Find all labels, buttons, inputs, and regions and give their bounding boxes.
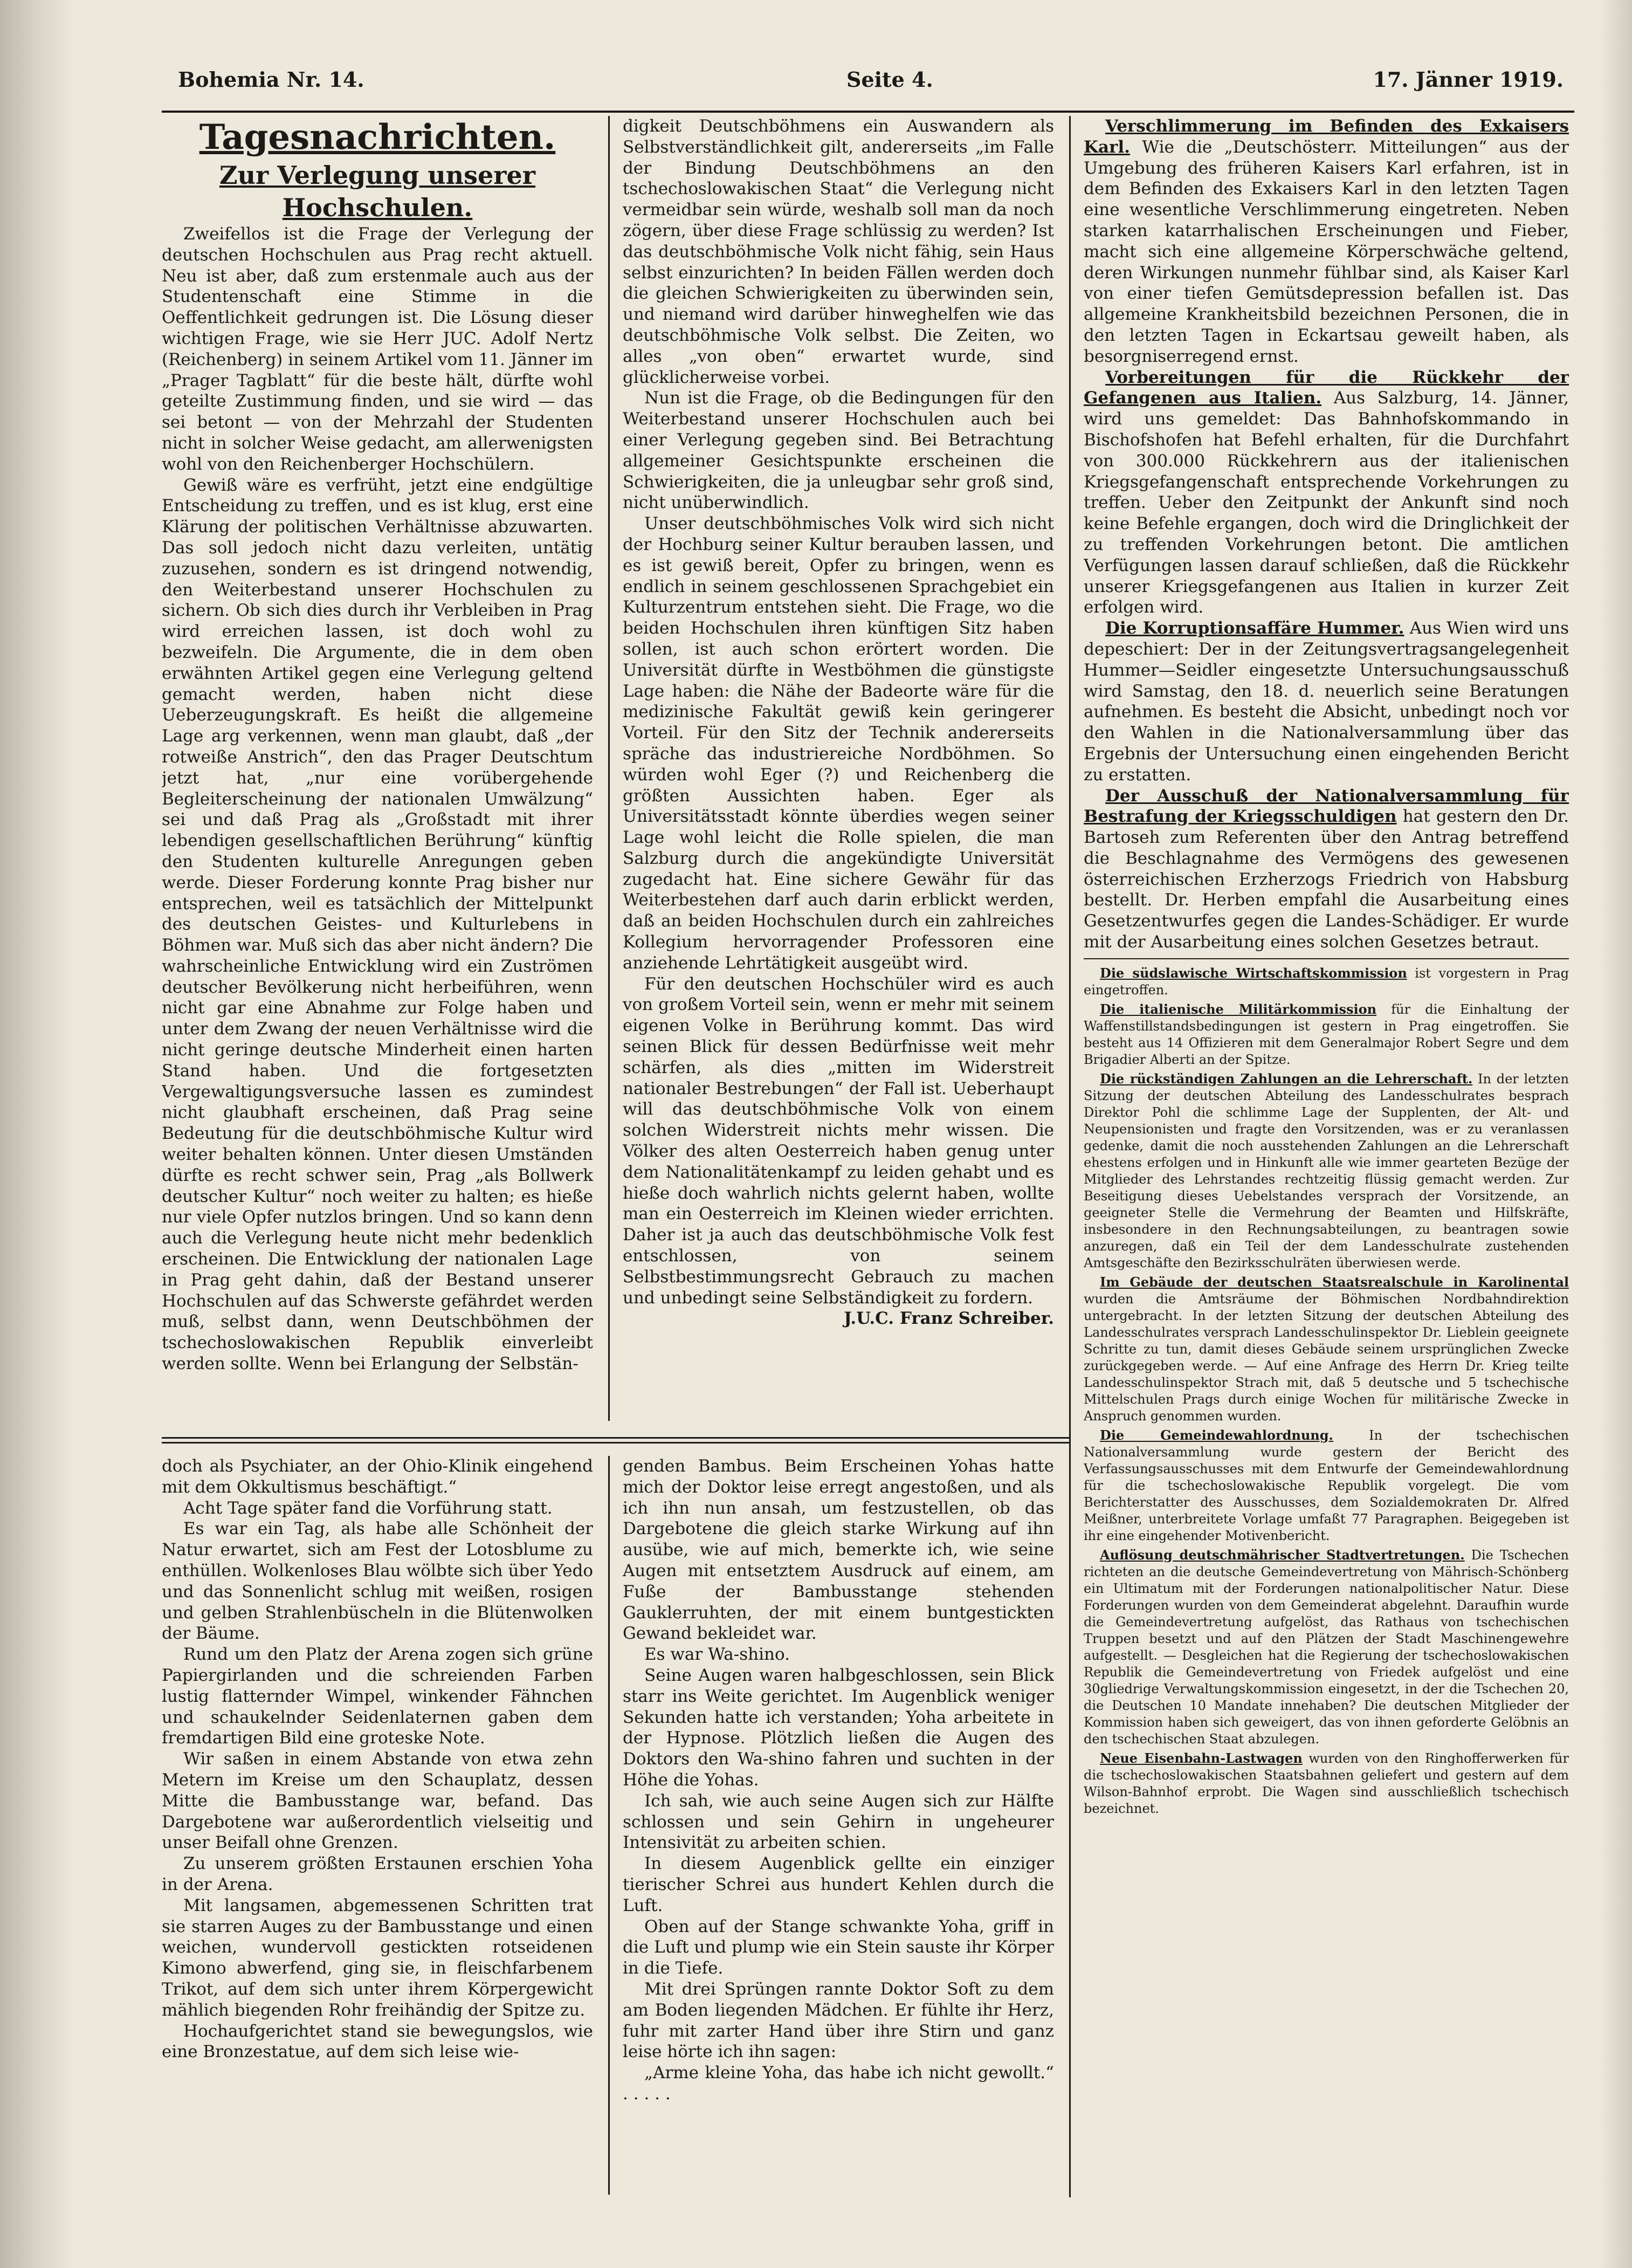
feuilleton-column-right bbox=[623, 1456, 1054, 2195]
news-item-title: Die Gemeindewahlordnung. bbox=[1100, 1427, 1333, 1443]
news-item bbox=[1084, 1750, 1569, 1817]
paragraph: Es war ein Tag, als habe alle Schönheit der Natur erwartet, sich am Fest der Lotosblume zu enthüllen. Wolkenloses Blau wölbte sich über Yedo und das Sonnenlicht schlug mit weißen, rosigen und gelben Strahlenbüscheln in die Blütenwolken der Bäume. bbox=[162, 1519, 593, 1644]
news-item-text: für die Einhaltung der Waffenstillstandsbedingungen ist gestern in Prag eingetroffen. Sie besteht aus 14 Offizieren mit dem Generalmajor Robert Segre und dem Brigadier Alberti an der Spitze. bbox=[1084, 1001, 1569, 1067]
news-item-title: Der Ausschuß der Nationalversammlung für Bestrafung der Kriegsschuldigen bbox=[1084, 786, 1569, 827]
news-item bbox=[1084, 786, 1569, 953]
news-item-text: Wie die „Deutschösterr. Mitteilungen“ aus der Umgebung des früheren Kaisers Karl erfahren, ist in dem Befinden des Exkaisers Karl in den letzten Tagen eine wesentliche Verschlimmerung eingetreten. Neben starken katarrhalischen Erscheinungen und Fieber, macht sich eine allgemeine Körperschwäche geltend, deren Wirkungen nunmehr fühlbar sind, als Kaiser Karl von einer tiefen Gemütsdepression befallen ist. Das allgemeine Krankheitsbild bezeichnen Personen, die in den letzten Tagen in Eckartsau geweilt haben, als besorgniserregend ernst. bbox=[1084, 137, 1569, 366]
paragraph: Ich sah, wie auch seine Augen sich zur Hälfte schlossen und sein Gehirn in ungeheurer Intensivität zu arbeiten schien. bbox=[623, 1791, 1054, 1853]
column-divider bbox=[608, 116, 610, 1421]
paragraph: Gewiß wäre es verfrüht, jetzt eine endgültige Entscheidung zu treffen, und es ist klug, erst eine Klärung der politischen Verhältnisse abzuwarten. Das soll jedoch nicht dazu verleiten, untätig zuzusehen, sondern es ist dringend notwendig, den Weiterbestand unserer Hochschulen zu sichern. Ob sich dies durch ihr Verbleiben in Prag wird erreichen lassen, ist doch wohl zu bezweifeln. Die Argumente, die in dem oben erwähnten Artikel gegen eine Verlegung geltend gemacht werden, haben nicht diese Ueberzeugungskraft. Es heißt die allgemeine Lage arg verkennen, wenn man glaubt, daß „der rotweiße Anstrich“, den das Prager Deutschtum jetzt hat, „nur eine vorübergehende Begleiterscheinung der nationalen Umwälzung“ sei und daß Prag als „Großstadt mit ihrer lebendigen gesellschaftlichen Berührung“ künftig den Studenten kulturelle Anregungen geben werde. Dieser Forderung konnte Prag bisher nur entsprechen, weil es tatsächlich der Mittelpunkt des deutschen Geistes- und Kulturlebens in Böhmen war. Muß sich das aber nicht ändern? Die wahrscheinliche Entwicklung wird ein Zuströmen deutscher Bevölkerung nicht herbeiführen, wenn nicht gar eine Abnahme zur Folge haben und unter dem Zwang der neuen Verhältnisse wird die nicht geringe deutsche Minderheit einen harten Stand haben. Und die fortgesetzten Vergewaltigungsversuche lassen es zumindest nicht glaubhaft erscheinen, daß Prag seine Bedeutung für die deutschböhmische Kultur wird weiter behalten können. Unter diesen Umständen dürfte es recht schwer sein, Prag „als Bollwerk deutscher Kultur“ noch weiter zu halten; es hieße nur viele Opfer nutzlos bringen. Und so kann denn auch die Verlegung heute nicht mehr bedenklich erscheinen. Die Entwicklung der nationalen Lage in Prag geht dahin, daß der Bestand unserer Hochschulen auf das Schwerste gefährdet werden muß, selbst dann, wenn Deutschböhmen der tschechoslowakischen Republik einverleibt werden sollte. Wenn bei Erlangung der Selbstän- bbox=[162, 475, 593, 1374]
column-divider bbox=[1069, 116, 1071, 2197]
paragraph: Oben auf der Stange schwankte Yoha, griff in die Luft und plump wie ein Stein sauste ihr Körper in die Tiefe. bbox=[623, 1916, 1054, 1978]
section-heading: Tagesnachrichten. bbox=[199, 117, 556, 157]
news-item bbox=[1084, 965, 1569, 999]
article-title: Zur Verlegung unserer Hochschulen. bbox=[219, 161, 535, 222]
news-item bbox=[1084, 1427, 1569, 1544]
paragraph: Mit langsamen, abgemessenen Schritten trat sie starren Auges zu der Bambusstange und einen weichen, wundervoll gestickten rotseidenen Kimono abwerfend, ging sie, in fleischfarbenem Trikot, auf dem sich unter ihrem Körpergewicht mählich biegenden Rohr freihändig der Spitze zu. bbox=[162, 1895, 593, 2020]
news-item-text: Aus Wien wird uns depeschiert: Der in der Zeitungsvertragsangelegenheit Hummer—Seidler eingesetzte Untersuchungsausschuß wird Samstag, den 18. d. neuerlich seine Beratungen aufnehmen. Es besteht die Absicht, unbedingt noch vor den Wahlen in die Nationalversammlung über das Ergebnis der Untersuchung einen eingehenden Bericht zu erstatten. bbox=[1084, 618, 1569, 785]
paragraph: Für den deutschen Hochschüler wird es auch von großem Vorteil sein, wenn er mehr mit seinem eigenen Volke in Berührung kommt. Das wird seinen Blick für dessen Bedürfnisse weit mehr schärfen, als dies „mitten im Widerstreit nationaler Bestrebungen“ der Fall ist. Ueberhaupt will das deutschböhmische Volk von einem solchen Widerstreit nichts mehr wissen. Die Völker des alten Oesterreich haben genug unter dem Nationalitätenkampf zu leiden gehabt und es hieße doch wahrlich nichts gelernt haben, wollte man ein Oesterreich im Kleinen wieder errichten. Daher ist ja auch das deutschböhmische Volk fest entschlossen, von seinem Selbstbestimmungsrecht Gebrauch zu machen und unbedingt seine Selbständigkeit zu fordern. bbox=[623, 974, 1054, 1308]
section-rule bbox=[1084, 958, 1569, 959]
news-item-title: Die Korruptionsaffäre Hummer. bbox=[1105, 618, 1404, 638]
header-page-number: Seite 4. bbox=[846, 67, 933, 92]
paragraph: Rund um den Platz der Arena zogen sich grüne Papiergirlanden und die schreienden Farben lustig flatternder Wimpel, winkender Fähnchen und schaukelnder Seidenlaternen gaben dem fremdartigen Bild eine groteske Note. bbox=[162, 1645, 593, 1748]
paragraph: genden Bambus. Beim Erscheinen Yohas hatte mich der Doktor leise erregt angestoßen, und als ich ihn nun ansah, um festzustellen, ob das Dargebotene die gleich starke Wirkung auf ihn ausübe, wie auf mich, bemerkte ich, wie seine Augen mit entsetztem Ausdruck auf einem, am Fuße der Bambusstange stehenden Gauklerruhten, der mit einem buntgestickten Gewand bekleidet war. bbox=[623, 1456, 1054, 1644]
paragraph: Mit drei Sprüngen rannte Doktor Soft zu dem am Boden liegenden Mädchen. Er fühlte ihr Herz, fuhr mit zarter Hand über ihre Stirn und ganz leise hörte ich ihn sagen: bbox=[623, 1979, 1054, 2062]
paragraph: Unser deutschböhmisches Volk wird sich nicht der Hochburg seiner Kultur berauben lassen, und es ist gewiß bereit, Opfer zu bringen, wenn es endlich in seinem geschlossenen Sprachgebiet ein Kulturzentrum entstehen sieht. Die Frage, wo die beiden Hochschulen ihren künftigen Sitz haben sollen, ist auch schon erörtert worden. Die Universität dürfte in Westböhmen die günstigste Lage haben: die Nähe der Badeorte wäre für die medizinische Fakultät gewiß kein geringerer Vorteil. Für den Sitz der Technik andererseits spräche das industriereiche Nordböhmen. So würden wohl Eger (?) und Reichenberg die größten Aussichten haben. Eger als Universitätsstadt könnte überdies wegen seiner Lage wohl leicht die Rolle spielen, die man Salzburg durch die angekündigte Universität zugedacht hat. Eine sichere Gewähr für das Weiterbestehen darf auch darin erblickt werden, daß an beiden Hochschulen durch ein zahlreiches Kollegium hervorragender Professoren eine anziehende Lehrtätigkeit ausgeübt wird. bbox=[623, 514, 1054, 973]
news-item bbox=[1084, 116, 1569, 367]
news-item-title: Vorbereitungen für die Rückkehr der Gefangenen aus Italien. bbox=[1084, 367, 1569, 408]
news-item-text: Aus Salzburg, 14. Jänner, wird uns gemeldet: Das Bahnhofskommando in Bischofshofen hat Befehl erhalten, für die Durchfahrt von 300.000 Rückkehrern aus der italienischen Kriegsgefangenschaft entsprechende Vorkehrungen zu treffen. Ueber den Zeitpunkt der Ankunft sind noch keine Befehle ergangen, doch wird die Dringlichkeit der zu treffenden Vorkehrungen betont. Die amtlichen Verfügungen lassen darauf schließen, daß die Rückkehr unserer Kriegsgefangenen aus Italien in kurzer Zeit erfolgen wird. bbox=[1084, 388, 1569, 617]
column-1 bbox=[162, 116, 593, 1421]
news-item-title: Die rückständigen Zahlungen an die Lehrerschaft. bbox=[1100, 1070, 1473, 1087]
paragraph: Acht Tage später fand die Vorführung statt. bbox=[183, 1498, 553, 1518]
paragraph: In diesem Augenblick gellte ein einziger tierischer Schrei aus hundert Kehlen durch die Luft. bbox=[623, 1854, 1054, 1915]
news-item-title: Die südslawische Wirtschaftskommission bbox=[1100, 965, 1407, 981]
paragraph: doch als Psychiater, an der Ohio-Klinik eingehend mit dem Okkultismus beschäftigt.“ bbox=[162, 1456, 593, 1497]
news-item bbox=[1084, 618, 1569, 785]
news-item-text: ist vorgestern in Prag eingetroffen. bbox=[1084, 965, 1569, 998]
news-item bbox=[1084, 367, 1569, 618]
news-item-title: Die italienische Militärkommission bbox=[1100, 1001, 1377, 1017]
column-2 bbox=[623, 116, 1054, 1421]
news-item-title: Im Gebäude der deutschen Staatsrealschule in Karolinental bbox=[1100, 1274, 1569, 1290]
news-item-text: hat gestern den Dr. Bartoseh zum Referenten über den Antrag betreffend die Beschlagnahme des Vermögens des gewesenen österreichischen Erzherzogs Friedrich von Habsburg bestellt. Dr. Herben empfahl die Ausarbeitung eines Gesetzentwurfes gegen die Landes-Schädiger. Er wurde mit der Ausarbeitung eines solchen Gesetzes betraut. bbox=[1084, 807, 1569, 952]
paragraph: Es war Wa-shino. bbox=[644, 1645, 790, 1665]
column-divider bbox=[608, 1456, 610, 2195]
news-item-title: Auflösung deutschmährischer Stadtvertretungen. bbox=[1100, 1547, 1465, 1563]
header-issue: Bohemia Nr. 14. bbox=[178, 67, 364, 92]
news-item bbox=[1084, 1070, 1569, 1272]
feuilleton-rule bbox=[162, 1442, 1069, 1444]
news-item-text: In der letzten Sitzung der deutschen Abteilung des Landesschulrates besprach Direktor Pohl die schlimme Lage der Supplenten, der Alt- und Neupensionisten und fragte den Vorsitzenden, was er zu veranlassen gedenke, damit die noch ausstehenden Zahlungen an die Lehrerschaft ehestens erfolgen und in Hinkunft alle wie immer gearteten Bezüge der Mitglieder des Lehrstandes rechtzeitig flüssig gemacht werden. Zur Beseitigung dieses Uebelstandes versprach der Vorsitzende, an geeigneter Stelle die Vermehrung der Beamten und Hilfskräfte, insbesondere in den Rechnungsabteilungen, zu beantragen sowie anzuregen, daß ein Teil der dem Landesschulrate zustehenden Amtsgeschäfte den Bezirksschulräten überwiesen werde. bbox=[1084, 1071, 1569, 1270]
paragraph: Zu unserem größten Erstaunen erschien Yoha in der Arena. bbox=[162, 1854, 593, 1894]
paragraph: Seine Augen waren halbgeschlossen, sein Blick starr ins Weite gerichtet. Im Augenblick weniger Sekunden hatte ich verstanden; Yoha arbeitete in der Hypnose. Plötzlich ließen die Augen des Doktors den Wa-shino fahren und suchten in der Höhe die Yohas. bbox=[623, 1665, 1054, 1790]
feuilleton-rule bbox=[162, 1437, 1069, 1439]
news-item-text: wurden von den Ringhofferwerken für die tschechoslowakischen Staatsbahnen geliefert und gestern auf dem Wilson-Bahnhof erprobt. Die Wagen sind ausschließlich tschechisch bezeichnet. bbox=[1084, 1750, 1569, 1816]
news-item bbox=[1084, 1547, 1569, 1748]
paragraph: Wir saßen in einem Abstande von etwa zehn Metern im Kreise um den Schauplatz, dessen Mitte die Bambusstange war, befand. Das Dargebotene war außerordentlich vielseitig und unser Beifall ohne Grenzen. bbox=[162, 1749, 593, 1853]
header-rule bbox=[162, 111, 1574, 113]
feuilleton-column-left bbox=[162, 1456, 593, 2195]
news-item-title: Verschlimmerung im Befinden des Exkaisers Karl. bbox=[1084, 116, 1569, 157]
page-header bbox=[162, 62, 1574, 111]
paragraph: Nun ist die Frage, ob die Bedingungen für den Weiterbestand unserer Hochschulen auch bei einer Verlegung gegeben sind. Bei Betrachtung allgemeiner Gesichtspunkte erscheinen die Schwierigkeiten, die ja unleugbar sehr groß sind, nicht unüberwindlich. bbox=[623, 388, 1054, 513]
column-3 bbox=[1084, 116, 1569, 2197]
paragraph: Hochaufgerichtet stand sie bewegungslos, wie eine Bronzestatue, auf dem sich leise wie- bbox=[162, 2021, 593, 2062]
paragraph: Zweifellos ist die Frage der Verlegung der deutschen Hochschulen aus Prag recht aktuell. Neu ist aber, daß zum erstenmale auch aus der Studentenschaft eine Stimme in die Oeffentlichkeit gedrungen ist. Die Lösung dieser wichtigen Frage, wie sie Herr JUC. Adolf Nertz (Reichenberg) in seinem Artikel vom 11. Jänner im „Prager Tagblatt“ für die beste hält, dürfte wohl geteilte Zustimmung finden, und sie wird — das sei betont — von der Mehrzahl der Studenten nicht in solcher Weise gedacht, am allerwenigsten wohl von den Reichenberger Hochschülern. bbox=[162, 224, 593, 474]
news-item-text: wurden die Amtsräume der Böhmischen Nordbahndirektion untergebracht. In der letzten Sitzung der deutschen Abteilung des Landesschulrates versprach Landesschulinspektor Dr. Lieblein geeignete Schritte zu tun, damit dieses Gebäude seinem ursprünglichen Zwecke zurückgegeben werde. — Auf eine Anfrage des Herrn Dr. Krieg teilte Landesschulinspektor Strach mit, daß 5 deutsche und 5 tschechische Mittelschulen Prags durch einige Wochen für militärische Zwecke in Anspruch genommen wurden. bbox=[1084, 1291, 1569, 1424]
page-edge-shadow bbox=[1600, 0, 1632, 2268]
paragraph: „Arme kleine Yoha, das habe ich nicht gewollt.“ . . . . . bbox=[623, 2063, 1054, 2104]
news-item bbox=[1084, 1001, 1569, 1068]
article-signature: J.U.C. Franz Schreiber. bbox=[844, 1309, 1054, 1329]
news-item-text: In der tschechischen Nationalversammlung wurde gestern der Bericht des Verfassungsausschusses mit dem Entwurfe der Gemeindewahlordnung für die tschechoslowakische Republik vorgelegt. Die vom Berichterstatter des Ausschusses, dem Sozialdemokraten Dr. Alfred Meißner, unterbreitete Vorlage umfaßt 77 Paragraphen. Beigegeben ist ihr eine eingehender Motivenbericht. bbox=[1084, 1427, 1569, 1543]
news-item bbox=[1084, 1274, 1569, 1425]
header-date: 17. Jänner 1919. bbox=[1373, 67, 1564, 92]
paragraph: digkeit Deutschböhmens ein Auswandern als Selbstverständlichkeit gilt, andererseits „im Falle der Bindung Deutschböhmens an den tschechoslowakischen Staat“ die Verlegung nicht vermeidbar sein würde, weshalb soll man da noch zögern, über diese Frage schlüssig zu werden? Ist das deutschböhmische Volk nicht fähig, sein Haus selbst einzurichten? In beiden Fällen werden doch die gleichen Schwierigkeiten zu überwinden sein, und niemand wird darüber hinweghelfen wie das deutschböhmische Volk selbst. Die Zeiten, wo alles „von oben“ erwartet wurde, sind glücklicherweise vorbei. bbox=[623, 116, 1054, 387]
news-item-text: Die Tschechen richteten an die deutsche Gemeindevertretung von Mährisch-Schönberg ein Ultimatum mit der Forderungen nationalpolitischer Natur. Diese Forderungen wurden von dem Gemeinderat abgelehnt. Daraufhin wurde die Gemeindevertretung aufgelöst, das Rathaus von tschechischen Truppen besetzt und auf den Plätzen der Stadt Maschinengewehre aufgestellt. — Desgleichen hat die Regierung der tschechoslowakischen Republik die Gemeindevertretung von Friedek aufgelöst und eine 30gliedrige Verwaltungskommission eingesetzt, in der die Tschechen 20, die Deutschen 10 Mandate innehaben? Die deutschen Mitglieder der Kommission haben sich geweigert, das von ihnen geforderte Gelöbnis an den tschechischen Staat abzulegen. bbox=[1084, 1547, 1569, 1747]
page-spine-shadow bbox=[0, 0, 75, 2268]
news-item-title: Neue Eisenbahn-Lastwagen bbox=[1100, 1750, 1303, 1766]
